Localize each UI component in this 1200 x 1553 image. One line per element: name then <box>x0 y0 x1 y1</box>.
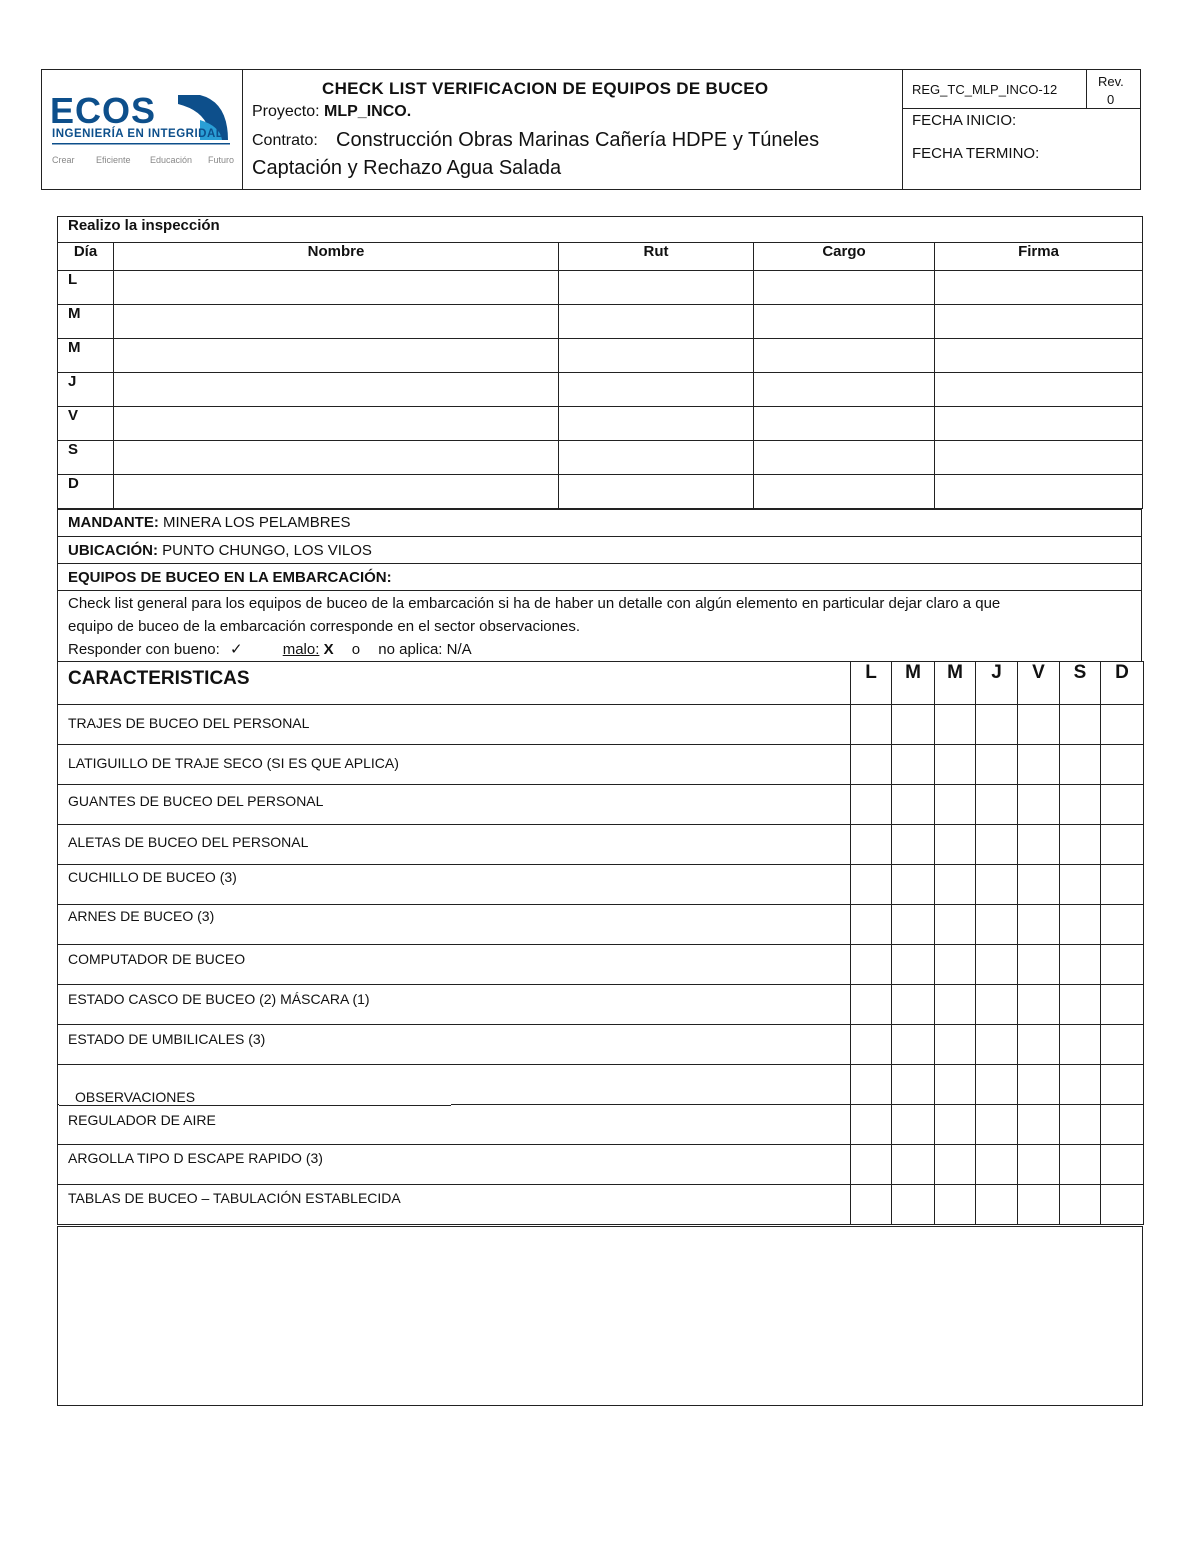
check-cell[interactable] <box>1018 905 1060 945</box>
check-cell[interactable] <box>1101 945 1144 985</box>
caracteristicas-header: CARACTERISTICAS <box>58 662 851 705</box>
check-cell[interactable] <box>1018 985 1060 1025</box>
no-aplica-value: N/A <box>446 641 472 658</box>
day-cell: L <box>58 271 114 305</box>
observaciones-label: OBSERVACIONES <box>75 1089 196 1105</box>
check-cell[interactable] <box>1101 1105 1144 1145</box>
nombre-input-cell[interactable] <box>114 339 559 373</box>
table-row <box>58 945 1144 985</box>
check-cell[interactable] <box>851 825 892 865</box>
fecha-inicio-label: FECHA INICIO: <box>912 112 1017 129</box>
firma-input-cell[interactable] <box>935 475 1143 509</box>
check-cell[interactable] <box>1018 705 1060 745</box>
ubicacion-row <box>68 542 372 560</box>
col-cargo: Cargo <box>754 243 935 271</box>
table-row <box>58 271 1143 305</box>
check-cell[interactable] <box>935 1065 976 1105</box>
nombre-input-cell[interactable] <box>114 441 559 475</box>
nombre-input-cell[interactable] <box>114 475 559 509</box>
item-label: TRAJES DE BUCEO DEL PERSONAL <box>58 705 851 745</box>
check-cell[interactable] <box>935 1025 976 1065</box>
check-cell[interactable] <box>851 905 892 945</box>
day-col-m2: M <box>935 662 976 705</box>
check-cell[interactable] <box>851 705 892 745</box>
checklist-table <box>57 661 1144 1225</box>
day-cell: V <box>58 407 114 441</box>
table-row <box>58 825 1144 865</box>
header-divider <box>902 108 1141 109</box>
check-cell[interactable] <box>1101 905 1144 945</box>
logo-tagline: INGENIERÍA EN INTEGRIDAD <box>52 128 225 140</box>
check-cell[interactable] <box>1060 865 1101 905</box>
firma-input-cell[interactable] <box>935 407 1143 441</box>
table-row <box>58 475 1143 509</box>
check-cell[interactable] <box>892 705 935 745</box>
table-row <box>58 905 1144 945</box>
firma-input-cell[interactable] <box>935 373 1143 407</box>
check-cell[interactable] <box>976 945 1018 985</box>
day-col-v: V <box>1018 662 1060 705</box>
check-cell[interactable] <box>851 1025 892 1065</box>
day-cell: J <box>58 373 114 407</box>
day-col-s: S <box>1060 662 1101 705</box>
document-title: CHECK LIST VERIFICACION DE EQUIPOS DE BUCEO <box>322 79 769 98</box>
check-cell[interactable] <box>1060 985 1101 1025</box>
info-divider <box>57 563 1142 564</box>
check-cell[interactable] <box>1018 865 1060 905</box>
check-cell[interactable] <box>1018 785 1060 825</box>
proyecto-label-text: Proyecto: <box>252 103 325 120</box>
check-cell[interactable] <box>892 1065 935 1105</box>
check-cell[interactable] <box>1101 785 1144 825</box>
table-row <box>58 865 1144 905</box>
item-label: LATIGUILLO DE TRAJE SECO (SI ES QUE APLICA) <box>58 745 851 785</box>
description-line2: equipo de buceo de la embarcación corresponde en el sector observaciones. <box>68 618 580 635</box>
info-divider <box>57 536 1142 537</box>
col-rut: Rut <box>559 243 754 271</box>
item-label: ARNES DE BUCEO (3) <box>58 905 851 945</box>
fecha-termino-label: FECHA TERMINO: <box>912 145 1040 162</box>
check-cell[interactable] <box>976 1185 1018 1225</box>
check-cell[interactable] <box>1060 705 1101 745</box>
rut-input-cell[interactable] <box>559 441 754 475</box>
table-row <box>58 1105 1144 1145</box>
table-row <box>58 1025 1144 1065</box>
cargo-input-cell[interactable] <box>754 339 935 373</box>
check-cell[interactable] <box>935 1145 976 1185</box>
check-cell[interactable] <box>976 985 1018 1025</box>
check-cell[interactable] <box>851 865 892 905</box>
check-cell[interactable] <box>851 745 892 785</box>
day-col-m: M <box>892 662 935 705</box>
check-cell[interactable] <box>1018 745 1060 785</box>
check-cell[interactable] <box>935 705 976 745</box>
logo-sub-2: Eficiente <box>96 155 131 165</box>
check-cell[interactable] <box>976 825 1018 865</box>
check-cell[interactable] <box>935 1185 976 1225</box>
check-cell[interactable] <box>976 1025 1018 1065</box>
table-row <box>58 705 1144 745</box>
check-cell[interactable] <box>1060 905 1101 945</box>
col-nombre: Nombre <box>114 243 559 271</box>
cargo-input-cell[interactable] <box>754 305 935 339</box>
check-cell[interactable] <box>851 785 892 825</box>
check-cell[interactable] <box>1018 945 1060 985</box>
nombre-input-cell[interactable] <box>114 305 559 339</box>
check-cell[interactable] <box>1101 1145 1144 1185</box>
cargo-input-cell[interactable] <box>754 475 935 509</box>
contrato-value-line1: Construcción Obras Marinas Cañería HDPE y Túneles <box>336 129 820 151</box>
check-cell[interactable] <box>1060 1185 1101 1225</box>
mandante-row <box>68 514 351 532</box>
rut-input-cell[interactable] <box>559 407 754 441</box>
check-cell[interactable] <box>851 1145 892 1185</box>
check-cell[interactable] <box>1018 1025 1060 1065</box>
check-cell[interactable] <box>892 865 935 905</box>
proyecto-value: MLP_INCO. <box>324 103 412 120</box>
check-cell[interactable] <box>976 1105 1018 1145</box>
check-cell[interactable] <box>892 1105 935 1145</box>
rut-input-cell[interactable] <box>559 475 754 509</box>
table-row <box>58 407 1143 441</box>
rut-input-cell[interactable] <box>559 305 754 339</box>
check-cell[interactable] <box>1060 1105 1101 1145</box>
contrato-value-line2: Captación y Rechazo Agua Salada <box>252 157 562 179</box>
logo-sub-1: Crear <box>52 155 75 165</box>
day-col-d: D <box>1101 662 1144 705</box>
logo-sub-3: Educación <box>150 155 193 165</box>
check-cell[interactable] <box>1018 1105 1060 1145</box>
cargo-input-cell[interactable] <box>754 441 935 475</box>
rev-value: 0 <box>1107 92 1115 107</box>
col-dia: Día <box>58 243 114 271</box>
check-cell[interactable] <box>1018 1185 1060 1225</box>
check-cell[interactable] <box>1018 825 1060 865</box>
check-cell[interactable] <box>976 1145 1018 1185</box>
document-code: REG_TC_MLP_INCO-12 <box>912 82 1058 97</box>
check-cell[interactable] <box>1101 1065 1144 1105</box>
item-label: ALETAS DE BUCEO DEL PERSONAL <box>58 825 851 865</box>
check-cell[interactable] <box>935 985 976 1025</box>
check-cell[interactable] <box>1060 825 1101 865</box>
check-cell[interactable] <box>892 1025 935 1065</box>
cargo-input-cell[interactable] <box>754 407 935 441</box>
check-cell[interactable] <box>935 745 976 785</box>
check-cell[interactable] <box>1060 945 1101 985</box>
item-label: ARGOLLA TIPO D ESCAPE RAPIDO (3) <box>58 1145 851 1185</box>
observaciones-overlay <box>59 1075 451 1106</box>
table-row <box>58 1185 1144 1225</box>
check-cell[interactable] <box>935 825 976 865</box>
check-cell[interactable] <box>1101 825 1144 865</box>
item-label: CUCHILLO DE BUCEO (3) <box>58 865 851 905</box>
nombre-input-cell[interactable] <box>114 407 559 441</box>
table-row <box>58 441 1143 475</box>
ubicacion-label: UBICACIÓN: <box>68 542 158 559</box>
equipos-label: EQUIPOS DE BUCEO EN LA EMBARCACIÓN: <box>68 569 392 586</box>
check-cell[interactable] <box>976 905 1018 945</box>
day-col-j: J <box>976 662 1018 705</box>
inspection-title: Realizo la inspección <box>58 217 1143 243</box>
item-label: ESTADO CASCO DE BUCEO (2) MÁSCARA (1) <box>58 985 851 1025</box>
item-label: GUANTES DE BUCEO DEL PERSONAL <box>58 785 851 825</box>
header-divider <box>902 69 903 190</box>
check-mark-icon: ✓ <box>229 641 243 658</box>
proyecto-label <box>252 103 411 121</box>
check-cell[interactable] <box>851 1185 892 1225</box>
mandante-label: MANDANTE: <box>68 514 159 531</box>
table-row <box>58 785 1144 825</box>
rev-label: Rev. <box>1098 74 1124 89</box>
table-row <box>58 1145 1144 1185</box>
firma-input-cell[interactable] <box>935 339 1143 373</box>
description-line1: Check list general para los equipos de buceo de la embarcación si ha de haber un detalle con algún elemento en particular dejar claro a que <box>68 595 1001 612</box>
cargo-input-cell[interactable] <box>754 373 935 407</box>
check-cell[interactable] <box>892 1185 935 1225</box>
table-row <box>58 985 1144 1025</box>
check-cell[interactable] <box>935 865 976 905</box>
table-row <box>58 745 1144 785</box>
check-cell[interactable] <box>976 705 1018 745</box>
check-cell[interactable] <box>1101 1025 1144 1065</box>
firma-input-cell[interactable] <box>935 271 1143 305</box>
check-cell[interactable] <box>1101 745 1144 785</box>
check-cell[interactable] <box>976 785 1018 825</box>
day-cell: S <box>58 441 114 475</box>
check-cell[interactable] <box>1018 1145 1060 1185</box>
check-cell[interactable] <box>935 905 976 945</box>
check-cell[interactable] <box>1060 745 1101 785</box>
check-cell[interactable] <box>1018 1065 1060 1105</box>
day-cell: D <box>58 475 114 509</box>
check-cell[interactable] <box>1101 705 1144 745</box>
check-cell[interactable] <box>892 905 935 945</box>
check-cell[interactable] <box>851 1105 892 1145</box>
day-cell: M <box>58 339 114 373</box>
malo-label: malo: <box>282 641 320 658</box>
logo-sub-4: Futuro <box>208 155 235 165</box>
firma-input-cell[interactable] <box>935 441 1143 475</box>
check-cell[interactable] <box>851 985 892 1025</box>
item-label: ESTADO DE UMBILICALES (3) <box>58 1025 851 1065</box>
day-col-l: L <box>851 662 892 705</box>
table-row <box>58 339 1143 373</box>
check-cell[interactable] <box>892 1145 935 1185</box>
check-cell[interactable] <box>1101 985 1144 1025</box>
check-cell[interactable] <box>935 1105 976 1145</box>
check-cell[interactable] <box>851 945 892 985</box>
check-cell[interactable] <box>935 785 976 825</box>
header-divider <box>1086 69 1087 109</box>
o-label: o <box>351 641 361 658</box>
inspection-table <box>57 216 1143 509</box>
check-cell[interactable] <box>892 745 935 785</box>
contrato-label: Contrato: <box>252 132 318 149</box>
responder-legend <box>68 641 472 659</box>
header-divider <box>242 69 243 190</box>
check-cell[interactable] <box>892 985 935 1025</box>
check-cell[interactable] <box>851 1065 892 1105</box>
item-label: REGULADOR DE AIRE <box>58 1105 851 1145</box>
cargo-input-cell[interactable] <box>754 271 935 305</box>
no-aplica-label: no aplica: <box>378 641 443 658</box>
check-cell[interactable] <box>1060 1065 1101 1105</box>
rut-input-cell[interactable] <box>559 339 754 373</box>
responder-label: Responder con bueno: <box>68 641 220 658</box>
ubicacion-value: PUNTO CHUNGO, LOS VILOS <box>162 542 372 559</box>
check-cell[interactable] <box>976 1065 1018 1105</box>
nombre-input-cell[interactable] <box>114 373 559 407</box>
col-firma: Firma <box>935 243 1143 271</box>
mandante-value: MINERA LOS PELAMBRES <box>163 514 351 531</box>
check-cell[interactable] <box>892 785 935 825</box>
check-cell[interactable] <box>892 825 935 865</box>
nombre-input-cell[interactable] <box>114 271 559 305</box>
logo-brand-text: ECOS <box>50 90 157 131</box>
check-cell[interactable] <box>976 865 1018 905</box>
check-cell[interactable] <box>935 945 976 985</box>
info-divider <box>57 590 1142 591</box>
check-cell[interactable] <box>892 945 935 985</box>
table-row <box>58 305 1143 339</box>
company-logo <box>50 90 235 170</box>
malo-value: X <box>323 641 334 658</box>
table-row <box>58 373 1143 407</box>
rut-input-cell[interactable] <box>559 271 754 305</box>
check-cell[interactable] <box>1060 1025 1101 1065</box>
item-label: TABLAS DE BUCEO – TABULACIÓN ESTABLECIDA <box>58 1185 851 1225</box>
item-label: COMPUTADOR DE BUCEO <box>58 945 851 985</box>
check-cell[interactable] <box>1060 785 1101 825</box>
observaciones-area[interactable] <box>57 1226 1143 1406</box>
firma-input-cell[interactable] <box>935 305 1143 339</box>
check-cell[interactable] <box>976 745 1018 785</box>
rut-input-cell[interactable] <box>559 373 754 407</box>
day-cell: M <box>58 305 114 339</box>
check-cell[interactable] <box>1101 865 1144 905</box>
check-cell[interactable] <box>1101 1185 1144 1225</box>
check-cell[interactable] <box>1060 1145 1101 1185</box>
